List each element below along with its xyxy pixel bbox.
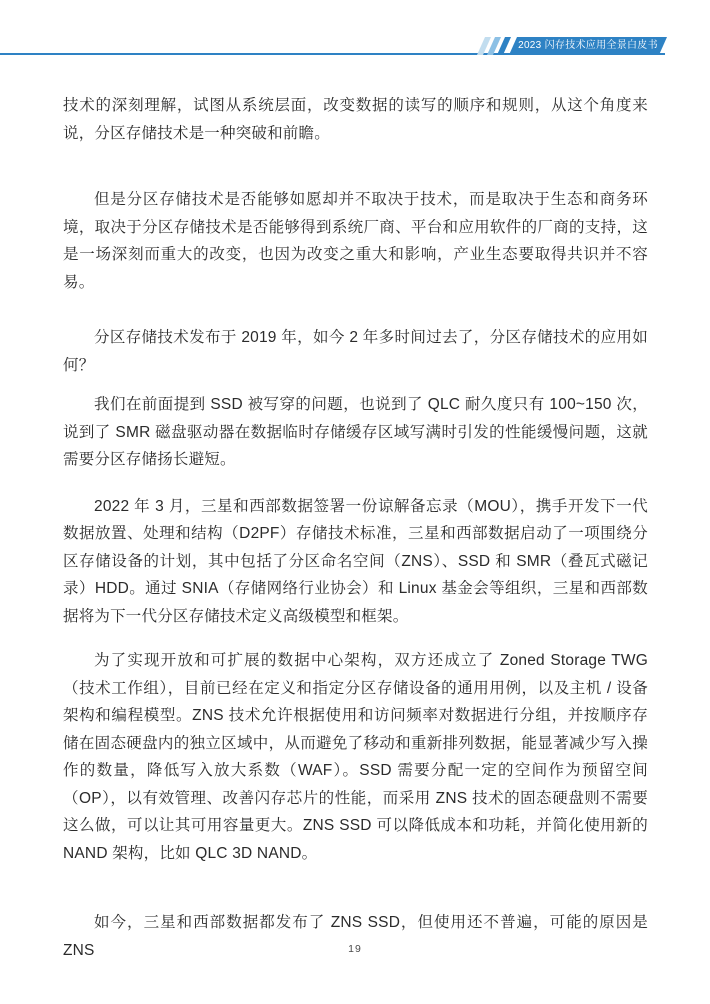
- paragraph: 分区存储技术发布于 2019 年，如今 2 年多时间过去了，分区存储技术的应用如何？: [63, 329, 648, 374]
- paragraph: 2022 年 3 月，三星和西部数据签署一份谅解备忘录（MOU），携手开发下一代数据放置、处理和结构（D2PF）存储技术标准，三星和西部数据启动了一项围绕分区存储设备的计划，其中包括了分区命名空间（ZNS）、SSD 和 SMR（叠瓦式磁记录）HDD。通过 SNIA（存储网络行业协会）和 Linux 基金会等组织，三星和西部数据将为下一代分区存储技术定义高级模型和框架。: [63, 497, 648, 625]
- paragraph: 为了实现开放和可扩展的数据中心架构，双方还成立了 Zoned Storage TWG（技术工作组），目前已经在定义和指定分区存储设备的通用用例，以及主机 / 设备架构和编程模型。ZNS 技术允许根据使用和访问频率对数据进行分组，并按顺序存储在固态硬盘内的独立区域中，从而避免了移动和重新排列数据，能显著减少写入操作的数量，降低写入放大系数（WAF）。SSD 需要分配一定的空间作为预留空间（OP），以有效管理、改善闪存芯片的性能，而采用 ZNS 技术的固态硬盘则不需要这么做，可以让其可用容量更大。ZNS SSD 可以降低成本和功耗，并简化使用新的 NAND 架构，比如 QLC 3D NAND。: [63, 652, 648, 862]
- paragraph: 技术的深刻理解，试图从系统层面，改变数据的读写的顺序和规则，从这个角度来说，分区存储技术是一种突破和前瞻。: [63, 97, 648, 142]
- page-number: 19: [348, 943, 362, 955]
- header-badge: [509, 37, 667, 55]
- paragraph: 如今，三星和西部数据都发布了 ZNS SSD，但使用还不普遍，可能的原因是 ZNS: [63, 914, 648, 959]
- paragraph: 我们在前面提到 SSD 被写穿的问题，也说到了 QLC 耐久度只有 100~150 次，说到了 SMR 磁盘驱动器在数据临时存储缓存区域写满时引发的性能缓慢问题，这就需要分区存储扬长避短。: [63, 396, 648, 468]
- header-badge-label: 2023 闪存技术应用全景白皮书: [518, 40, 658, 51]
- body-text: [63, 92, 648, 964]
- header-slash-decoration: [477, 37, 507, 55]
- paragraph: 但是分区存储技术是否能够如愿却并不取决于技术，而是取决于生态和商务环境，取决于分区存储技术是否能够得到系统厂商、平台和应用软件的厂商的支持，这是一场深刻而重大的改变，也因为改变之重大和影响，产业生态要取得共识并不容易。: [63, 191, 648, 291]
